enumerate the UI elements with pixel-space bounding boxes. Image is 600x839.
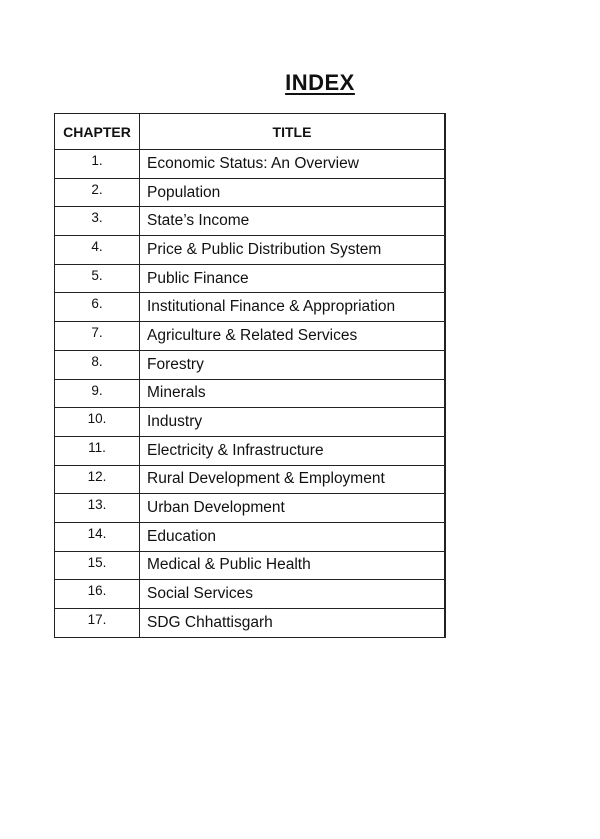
chapter-title: Economic Status: An Overview xyxy=(140,150,446,179)
table-header-row xyxy=(55,114,446,150)
title-column-header: TITLE xyxy=(140,114,446,150)
index-table-body xyxy=(55,150,446,638)
chapter-title: Education xyxy=(140,522,446,551)
table-row xyxy=(55,322,446,351)
table-row xyxy=(55,207,446,236)
chapter-column-header: CHAPTER xyxy=(55,114,140,150)
chapter-number: 17. xyxy=(55,609,140,638)
table-row xyxy=(55,494,446,523)
chapter-title: Public Finance xyxy=(140,264,446,293)
chapter-title: SDG Chhattisgarh xyxy=(140,609,446,638)
index-table xyxy=(54,113,446,638)
chapter-number: 10. xyxy=(55,408,140,437)
chapter-number: 6. xyxy=(55,293,140,322)
chapter-number: 1. xyxy=(55,150,140,179)
chapter-number: 13. xyxy=(55,494,140,523)
chapter-number: 15. xyxy=(55,551,140,580)
chapter-number: 11. xyxy=(55,436,140,465)
chapter-title: Institutional Finance & Appropriation xyxy=(140,293,446,322)
table-row xyxy=(55,436,446,465)
chapter-title: Price & Public Distribution System xyxy=(140,236,446,265)
table-row xyxy=(55,150,446,179)
chapter-title: Minerals xyxy=(140,379,446,408)
chapter-title: State’s Income xyxy=(140,207,446,236)
table-row xyxy=(55,609,446,638)
table-row xyxy=(55,236,446,265)
table-row xyxy=(55,465,446,494)
page-title: INDEX xyxy=(285,70,355,95)
chapter-title: Industry xyxy=(140,408,446,437)
table-row xyxy=(55,408,446,437)
chapter-title: Rural Development & Employment xyxy=(140,465,446,494)
chapter-number: 4. xyxy=(55,236,140,265)
chapter-title: Population xyxy=(140,178,446,207)
table-row xyxy=(55,551,446,580)
chapter-number: 2. xyxy=(55,178,140,207)
chapter-title: Electricity & Infrastructure xyxy=(140,436,446,465)
table-row xyxy=(55,522,446,551)
table-row xyxy=(55,178,446,207)
chapter-title: Urban Development xyxy=(140,494,446,523)
chapter-number: 3. xyxy=(55,207,140,236)
chapter-title: Social Services xyxy=(140,580,446,609)
table-row xyxy=(55,350,446,379)
chapter-number: 16. xyxy=(55,580,140,609)
chapter-number: 5. xyxy=(55,264,140,293)
table-row xyxy=(55,379,446,408)
chapter-number: 8. xyxy=(55,350,140,379)
chapter-title: Medical & Public Health xyxy=(140,551,446,580)
chapter-title: Agriculture & Related Services xyxy=(140,322,446,351)
chapter-number: 7. xyxy=(55,322,140,351)
chapter-number: 9. xyxy=(55,379,140,408)
chapter-title: Forestry xyxy=(140,350,446,379)
table-row xyxy=(55,580,446,609)
table-row xyxy=(55,264,446,293)
table-row xyxy=(55,293,446,322)
chapter-number: 14. xyxy=(55,522,140,551)
chapter-number: 12. xyxy=(55,465,140,494)
